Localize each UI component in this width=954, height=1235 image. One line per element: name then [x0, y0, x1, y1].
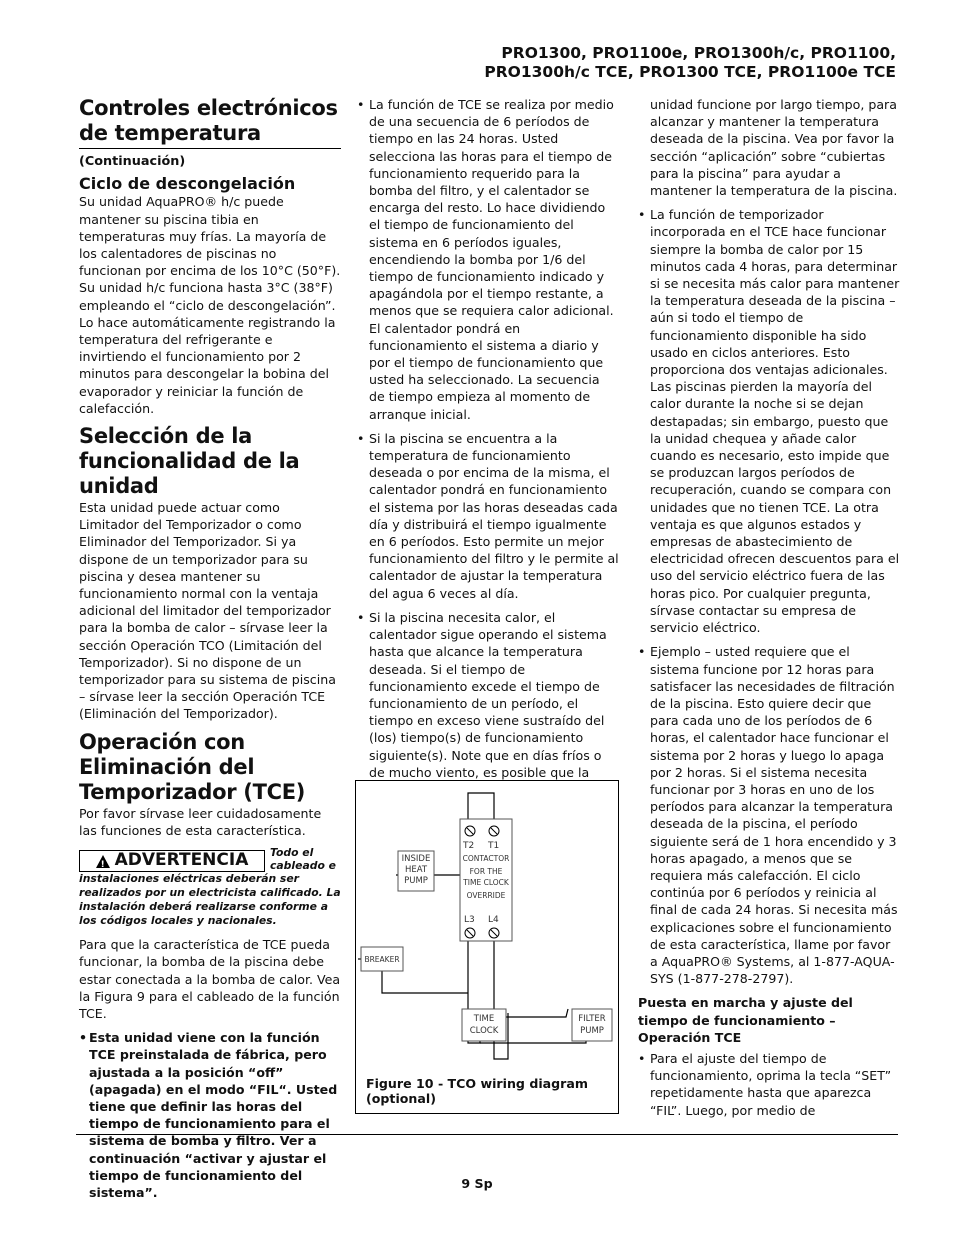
wiring-diagram-figure	[355, 780, 619, 1114]
wiring-diagram	[356, 781, 618, 1113]
terminal-label-t2: T2	[463, 841, 475, 851]
continuation-text: unidad funcione por largo tiempo, para alcanzar y mantener la temperatura deseada de la piscina. Vea por favor la sección “aplicación” sobre “cubiertas para la piscina” para ayudar a mantener la temperatura de la piscina.	[650, 97, 898, 199]
tce-bullet-list-2	[638, 206, 900, 987]
warning-label: ADVERTENCIA	[114, 850, 249, 871]
tce-heading: Operación con Eliminación del Temporizador (TCE)	[79, 729, 306, 804]
contactor-label: TIME CLOCK	[463, 878, 509, 887]
startup-heading: Puesta en marcha y ajuste del tiempo de funcionamiento – Operación TCE	[638, 995, 853, 1045]
tce-bullet-list	[357, 96, 619, 781]
column-1	[79, 96, 341, 1208]
title-rule	[79, 148, 341, 149]
list-item: • Ejemplo – usted requiere que el sistema funcione por 12 horas para satisfacer las necesidades de filtración de la piscina. Esto quiere decir que para cada uno de los períodos de 6 horas, el calentador hace funcionar el sistema por 2 horas y luego lo apaga por 2 horas. Si el sistema necesita funcionar por 3 horas en uno de los períodos para alcanzar la temperatura deseada de la piscina, el período siguiente será de 1 hora encendido y 3 horas apagado, a menos que se requiera más calefacción. El ciclo continúa por 6 períodos y reinicia al final de cada 24 horas. Si necesita más explicaciones sobre el funcionamiento de esta característica, llame por favor a AquaPRO® Systems, al 1-877-AQUA-SYS (1-877-278-2797).	[638, 643, 900, 987]
warning-side-text: Todo el cableado e	[270, 846, 336, 873]
figure-caption: Figure 10 - TCO wiring diagram (optional)	[366, 1076, 589, 1106]
warning-label-box	[79, 850, 265, 872]
breaker-label: BREAKER	[364, 955, 400, 964]
warning-triangle-icon	[96, 855, 110, 868]
selection-text: Esta unidad puede actuar como Limitador del Temporizador o como Eliminador del Temporizador. Si ya dispone de un temporizador para su piscina y desea mantener su funcionamiento normal con la ventaja adicional del limitador del temporizador para la bomba de calor – sírvase leer la sección Operación TCO (Limitación del Temporizador). Si no dispone de un temporizador para su sistema de piscina – sírvase leer la sección Operación TCE (Eliminación del Temporizador).	[79, 500, 336, 722]
warning-row	[79, 846, 341, 872]
terminal-label-l3: L3	[464, 915, 475, 925]
list-item: • Si la piscina se encuentra a la temperatura de funcionamiento deseada o por encima de la misma, el calentador pondrá en funcionamiento el sistema por las horas deseadas cada día y distribuirá el tiempo igualmente en 6 períodos. Esto permite un mejor funcionamiento del filtro y le permite al calentador de ajustar la temperatura del agua 6 veces al día.	[357, 430, 619, 602]
selection-heading: Selección de la funcionalidad de la unidad	[79, 424, 300, 499]
page-header	[484, 44, 896, 82]
filter-pump-label: FILTER	[578, 1014, 606, 1024]
list-item: • Para el ajuste del tiempo de funcionamiento, oprima la tecla “SET” repetidamente hasta que aparezca “FIL”. Luego, por medio de	[638, 1050, 900, 1119]
terminal-label-t1: T1	[488, 841, 500, 851]
defrost-heading: Ciclo de descongelación	[79, 174, 296, 194]
contactor-label: OVERRIDE	[466, 891, 506, 900]
section-title-line-2: de temperatura	[79, 121, 261, 145]
filter-pump-label: PUMP	[580, 1026, 604, 1036]
wire	[468, 793, 494, 819]
list-item: • Si la piscina necesita calor, el calentador sigue operando el sistema hasta que alcance la temperatura deseada. Si el tiempo de funcionamiento excede el tiempo de funcionamiento de un período, el tiempo en exceso viene sustraído del (los) tiempo(s) de funcionamiento siguiente(s). Note que en días fríos o de mucho viento, es posible que la	[357, 609, 619, 781]
list-item: • La función de temporizador incorporada en el TCE hace funcionar siempre la bomba de calor por 15 minutos cada 4 horas, para determinar si se necesita más calor para mantener la temperatura deseada de la piscina – aún si todo el tiempo de funcionamiento disponible ha sido usado en ciclos anteriores. Esto proporciona dos ventajas adicionales. Las piscinas pierden la mayoría del calor durante la noche si se dejan destapadas; sin embargo, puesto que la unidad chequea y añade calor cuando es necesario, esto impide que se produzcan largos períodos de recuperación, cuando se compara con unidades que no tienen TCE. La otra ventaja es que algunos estados y empresas de abastecimiento de electricidad ofrecen descuentos para el uso del servicio eléctrico fuera de las horas pico. Por cualquier pregunta, sírvase contactar su empresa de servicio eléctrico.	[638, 206, 900, 636]
inside-heat-pump-label: HEAT	[404, 865, 428, 875]
contactor-label: CONTACTOR	[462, 854, 510, 863]
tce-paragraph: Para que la característica de TCE pueda funcionar, la bomba de la piscina debe estar conectada a la bomba de calor. Vea la Figura 9 para el cableado de la función TCE.	[79, 937, 341, 1021]
terminal-label-l4: L4	[488, 915, 499, 925]
footer-rule	[76, 1134, 898, 1135]
defrost-text: Su unidad AquaPRO® h/c puede mantener su piscina tibia en temperaturas muy frías. La mayoría de los calentadores de piscinas no funcionan por encima de los 10°C (50°F). Su unidad h/c funciona hasta 3°C (38°F) empleando el “ciclo de descongelación”. Lo hace automáticamente registrando la temperatura del refrigerante e invirtiendo el funcionamiento por 2 minutos para descongelar la bobina del evaporador y reiniciar la función de calefacción.	[79, 194, 341, 416]
contactor-label: FOR THE	[469, 867, 503, 876]
list-item: • La función de TCE se realiza por medio de una secuencia de 6 períodos de tiempo en las 24 horas. Usted selecciona las horas para el tiempo de funcionamiento requerido para la bomba del filtro, y el calentador se encarga del resto. Lo hace dividiendo el tiempo de funcionamiento del sistema en 6 períodos iguales, encendiendo la bomba por 1/6 del tiempo de funcionamiento indicado y apagándola por el tiempo restante, a menos que se requiera calor adicional. El calentador pondrá en funcionamiento el sistema a diario y por el tiempo de funcionamiento que usted ha seleccionado. La secuencia de tiempo empieza al momento de arranque inicial.	[357, 96, 619, 423]
inside-heat-pump-label: INSIDE	[401, 854, 431, 864]
inside-heat-pump-label: PUMP	[404, 876, 428, 886]
time-clock-label: CLOCK	[469, 1026, 499, 1036]
tce-bold-bullet: • Esta unidad viene con la función TCE preinstalada de fábrica, pero ajustada a la posición “off” (apagada) en el modo “FIL“. Usted tiene que definir las horas del tiempo de funcionamiento para el sistema de bomba y filtro. Ver a continuación “activar y ajustar el tiempo de funcionamiento del sistema”.	[79, 1029, 341, 1201]
column-3	[638, 96, 900, 1126]
header-line-2: PRO1300h/c TCE, PRO1300 TCE, PRO1100e TCE	[484, 63, 896, 81]
section-title	[79, 96, 341, 146]
page-number: 9 Sp	[461, 1176, 493, 1191]
section-title-line-1: Controles electrónicos	[79, 96, 338, 120]
tce-intro: Por favor sírvase leer cuidadosamente las funciones de esta característica.	[79, 805, 322, 838]
column-2	[357, 96, 619, 788]
wire	[382, 971, 468, 993]
warning-text: instalaciones eléctricas deberán ser realizados por un electricista calificado. La instalación deberá realizarse conforme a los códigos locales y nacionales.	[79, 872, 341, 928]
header-line-1: PRO1300, PRO1100e, PRO1300h/c, PRO1100,	[501, 44, 896, 62]
continuation-label: (Continuación)	[79, 154, 186, 169]
startup-list	[638, 1050, 900, 1119]
time-clock-label: TIME	[473, 1014, 495, 1024]
